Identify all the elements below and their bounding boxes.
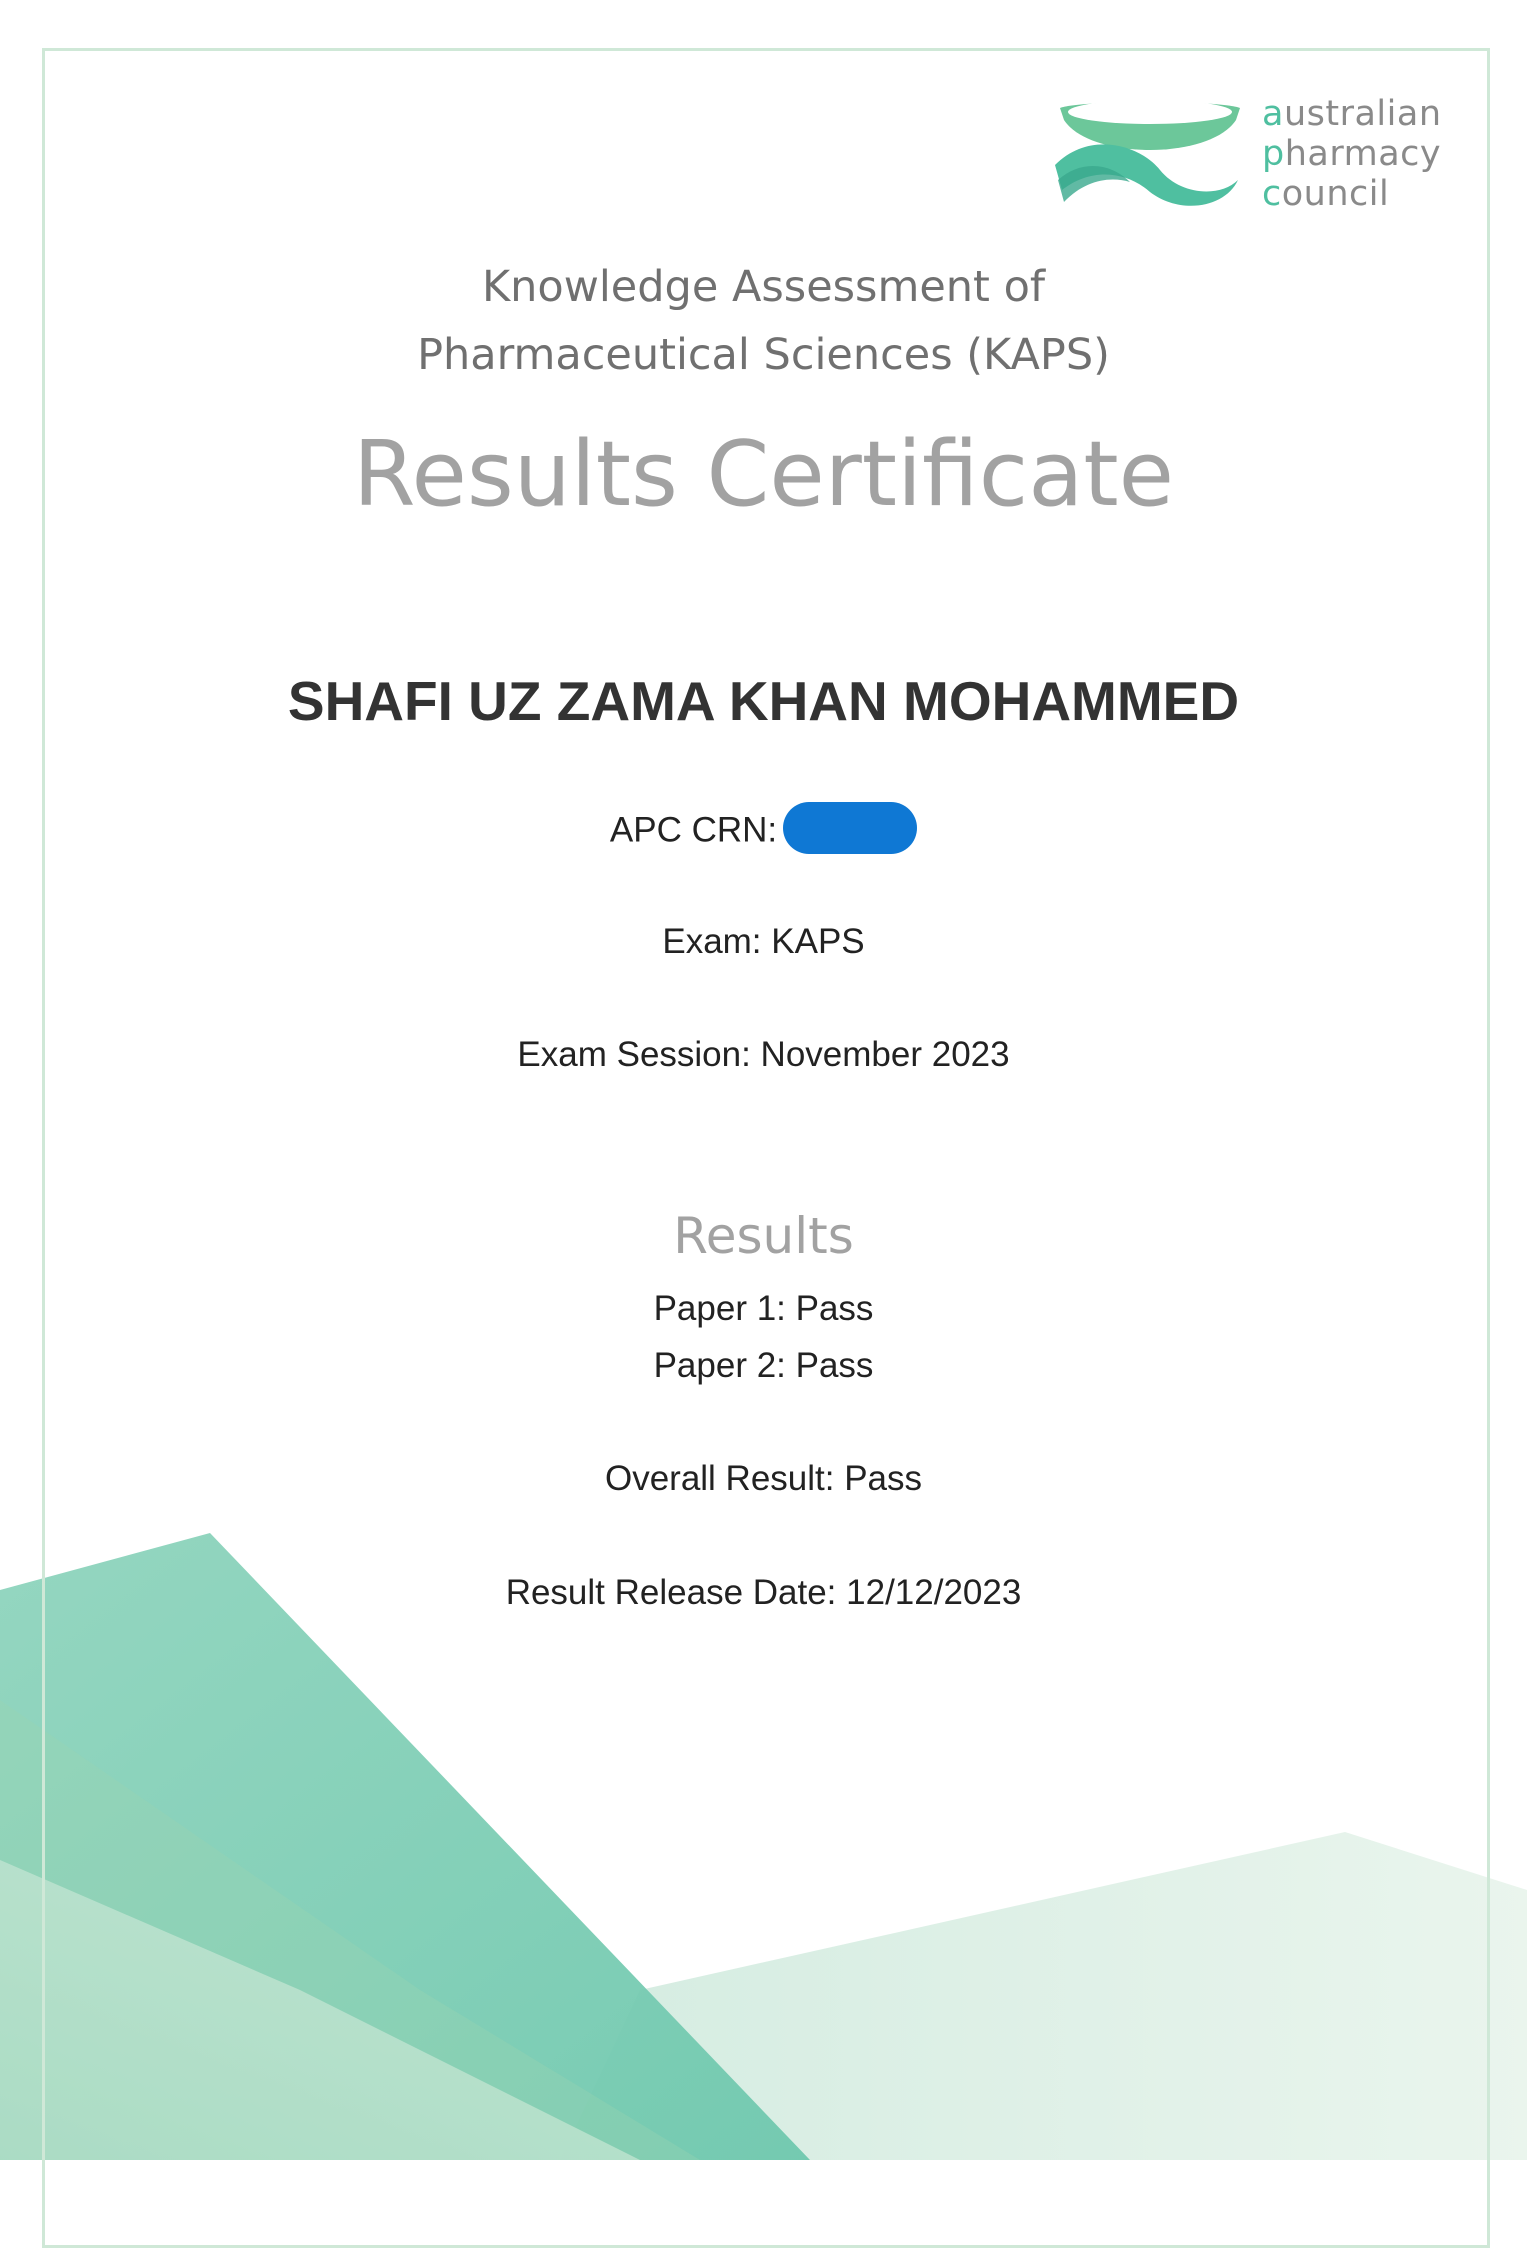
release-date: Result Release Date: 12/12/2023 xyxy=(505,1573,1022,1612)
assessment-subtitle xyxy=(0,253,1527,389)
logo-word-australian: australian xyxy=(1262,94,1442,134)
subtitle-line-2: Pharmaceutical Sciences (KAPS) xyxy=(417,330,1110,380)
crn-label: APC CRN: xyxy=(609,810,778,850)
exam-session-line: Exam Session: November 2023 xyxy=(517,1035,1010,1074)
crn-redaction xyxy=(783,802,917,854)
results-heading: Results xyxy=(673,1207,854,1265)
logo-word-council: council xyxy=(1262,174,1390,214)
crn-row xyxy=(0,806,1527,858)
exam-line: Exam: KAPS xyxy=(662,922,865,961)
apc-mortar-logo-icon xyxy=(1050,90,1250,220)
logo-word-pharmacy: pharmacy xyxy=(1262,134,1442,174)
overall-result: Overall Result: Pass xyxy=(604,1459,923,1498)
paper-2-result: Paper 2: Pass xyxy=(653,1346,874,1385)
candidate-name: SHAFI UZ ZAMA KHAN MOHAMMED xyxy=(287,670,1240,732)
paper-1-result: Paper 1: Pass xyxy=(653,1289,874,1328)
subtitle-line-1: Knowledge Assessment of xyxy=(481,262,1046,312)
apc-logo xyxy=(1050,90,1470,230)
certificate-title: Results Certificate xyxy=(352,422,1175,527)
